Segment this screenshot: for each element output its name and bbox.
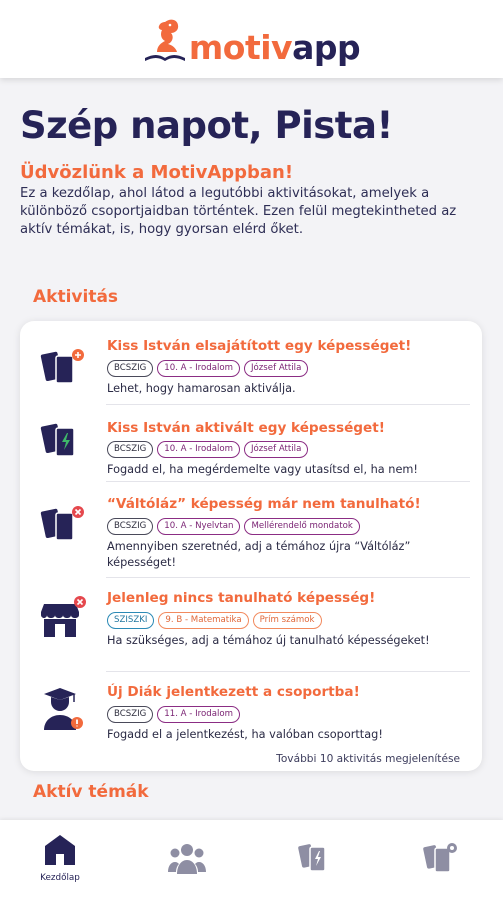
topic-tag[interactable]: Mellérendelő mondatok — [244, 518, 359, 535]
topic-tag[interactable]: Prím számok — [253, 612, 322, 629]
logo-app-text: app — [292, 28, 361, 67]
nav-skills[interactable] — [264, 820, 364, 900]
home-content[interactable] — [0, 78, 503, 820]
group-tag[interactable]: BCSZIG — [107, 441, 153, 458]
activity-title: Jelenleg nincs tanulható képesség! — [107, 590, 376, 606]
activity-section-title: Aktivitás — [33, 287, 119, 307]
activity-title: Kiss István aktivált egy képességet! — [107, 420, 385, 436]
activity-description: Ha szükséges, adj a témához új tanulható képességeket! — [107, 634, 430, 647]
topic-tag[interactable]: József Attila — [244, 441, 308, 458]
activity-title: “Váltóláz” képesség már nem tanulható! — [107, 496, 421, 512]
activity-tags — [107, 360, 308, 377]
activity-tags — [107, 441, 308, 458]
group-icon — [167, 842, 207, 876]
page-title: Szép napot, Pista! — [20, 104, 393, 147]
cards-plus-icon — [38, 343, 88, 393]
group-tag[interactable]: BCSZIG — [107, 360, 153, 377]
app-logo[interactable] — [143, 18, 361, 67]
activity-description: Lehet, hogy hamarosan aktiválja. — [107, 382, 296, 395]
active-topics-title: Aktív témák — [33, 782, 149, 802]
activity-card — [20, 321, 482, 771]
cards-bolt-icon — [296, 840, 332, 876]
activity-tags — [107, 612, 322, 629]
app-header — [0, 0, 503, 78]
squirrel-book-logo-icon — [143, 18, 187, 64]
nav-skill-settings[interactable] — [391, 820, 491, 900]
divider — [106, 577, 470, 578]
group-tag[interactable]: BCSZIG — [107, 518, 153, 535]
group-tag[interactable]: BCSZIG — [107, 706, 153, 723]
activity-tags — [107, 518, 360, 535]
activity-tags — [107, 706, 240, 723]
logo-motiv-text: motiv — [188, 28, 293, 67]
cards-settings-icon — [421, 840, 459, 876]
student-alert-icon — [38, 684, 88, 734]
cards-x-icon — [38, 500, 88, 550]
activity-title: Új Diák jelentkezett a csoportba! — [107, 684, 360, 700]
welcome-title: Üdvözlünk a MotivAppban! — [20, 162, 294, 183]
group-tag[interactable]: SZISZKI — [107, 612, 154, 629]
nav-home[interactable] — [10, 820, 110, 900]
divider — [106, 404, 470, 405]
bottom-navigation — [0, 820, 503, 900]
home-icon — [42, 832, 78, 868]
class-tag[interactable]: 11. A - Irodalom — [157, 706, 240, 723]
class-tag[interactable]: 9. B - Matematika — [158, 612, 248, 629]
activity-description: Amennyiben szeretnéd, adj a témához újra “Váltóláz” képességet! — [107, 540, 411, 569]
class-tag[interactable]: 10. A - Nyelvtan — [157, 518, 240, 535]
divider — [106, 671, 470, 672]
cards-bolt-icon — [38, 417, 88, 467]
nav-home-label: Kezdőlap — [40, 873, 80, 883]
shop-x-icon — [38, 592, 88, 642]
activity-title: Kiss István elsajátított egy képességet! — [107, 338, 412, 354]
class-tag[interactable]: 10. A - Irodalom — [157, 441, 240, 458]
divider — [106, 481, 470, 482]
activity-description: Fogadd el a jelentkezést, ha valóban csoporttag! — [107, 728, 383, 741]
class-tag[interactable]: 10. A - Irodalom — [157, 360, 240, 377]
intro-text: Ez a kezdőlap, ahol látod a legutóbbi aktivitásokat, amelyek a különböző csoportjaidban történtek. Ezen felül megtekintheted az aktív témákat, is, hogy gyorsan elérd őket. — [20, 186, 457, 237]
nav-groups[interactable] — [137, 820, 237, 900]
show-more-link[interactable]: További 10 aktivitás megjelenítése — [276, 753, 460, 765]
topic-tag[interactable]: József Attila — [244, 360, 308, 377]
activity-description: Fogadd el, ha megérdemelte vagy utasítsd el, ha nem! — [107, 463, 418, 476]
